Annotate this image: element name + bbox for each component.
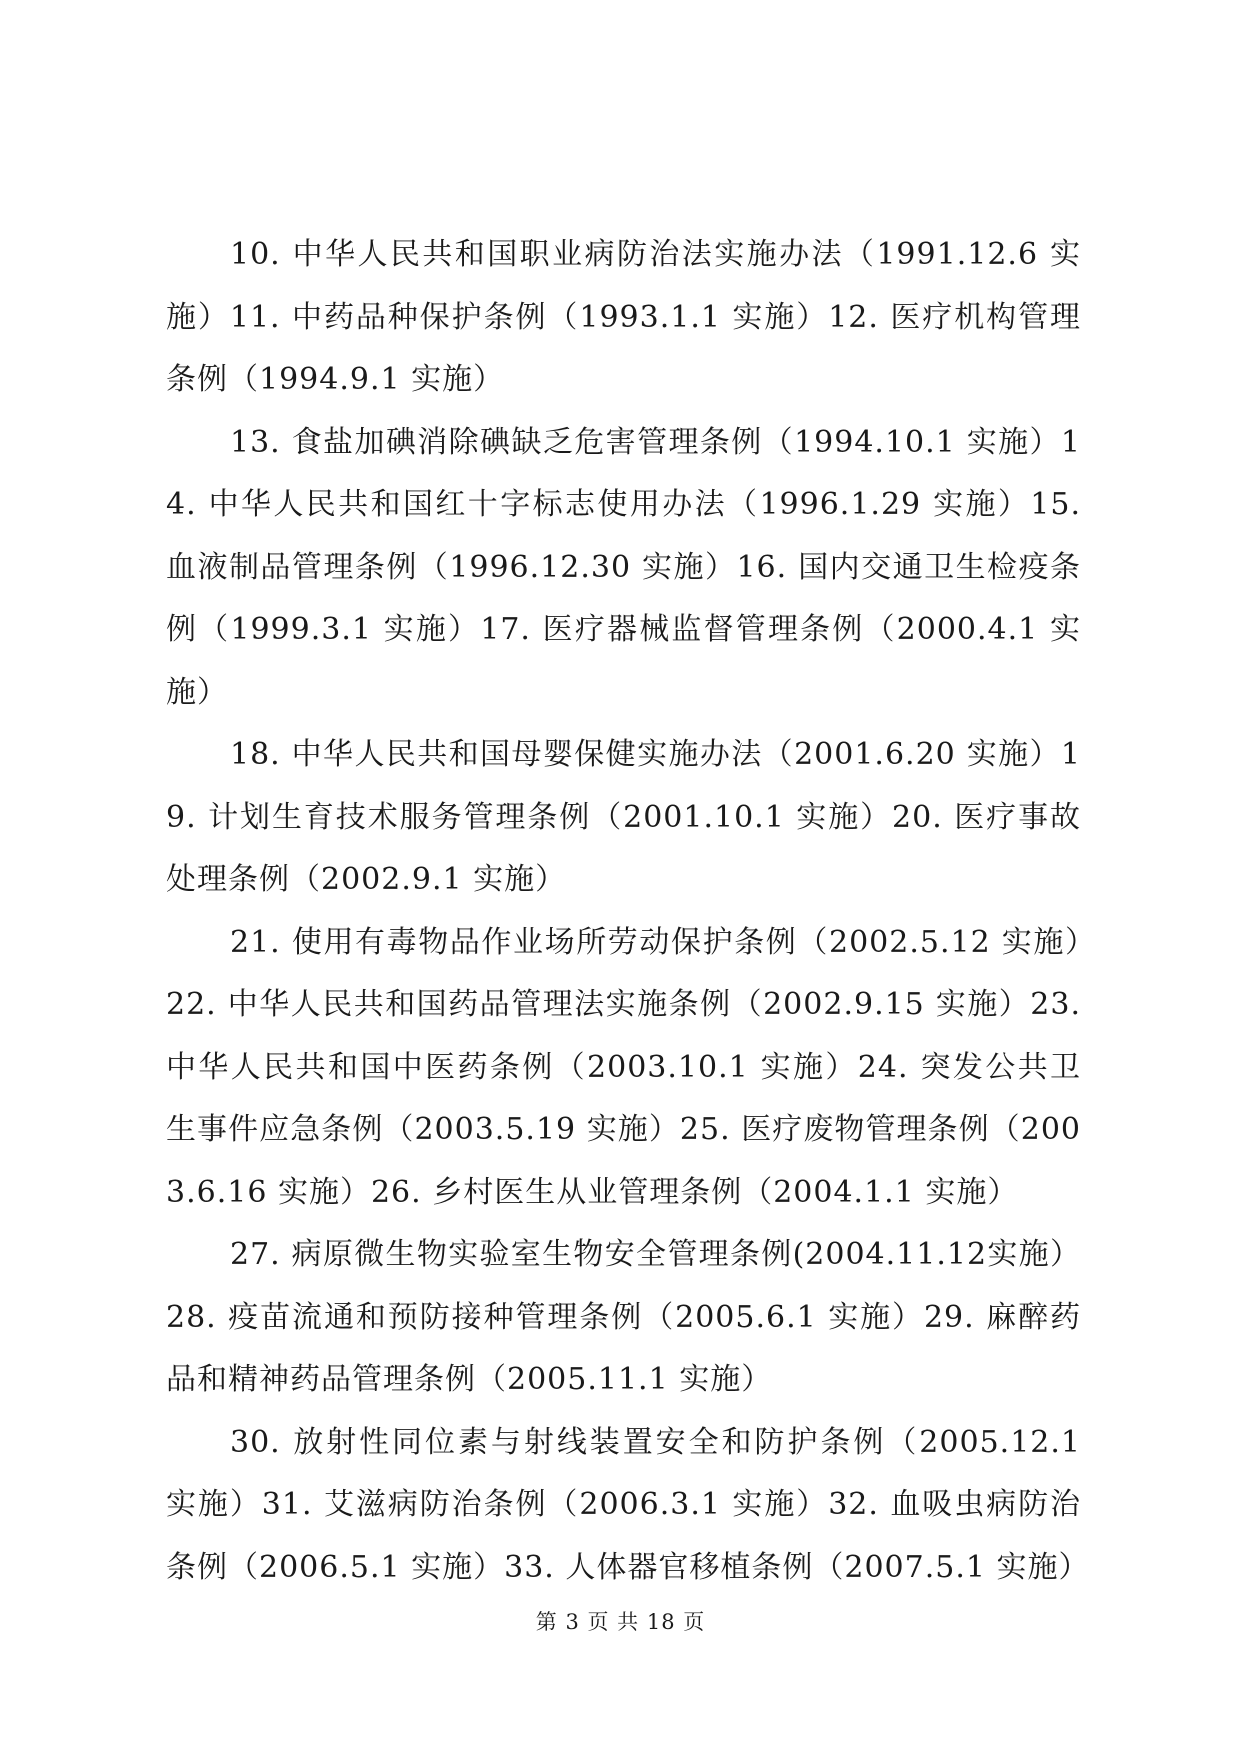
document-body <box>166 224 1090 1599</box>
paragraph-regulations-10-12: 10. 中华人民共和国职业病防治法实施办法（1991.12.6 实施）11. 中药品种保护条例（1993.1.1 实施）12. 医疗机构管理条例（1994.9.1 实施） <box>166 237 1081 397</box>
paragraph-regulations-27-29: 27. 病原微生物实验室生物安全管理条例(2004.11.12实施）28. 疫苗流通和预防接种管理条例（2005.6.1 实施）29. 麻醉药品和精神药品管理条例（2005.11.1 实施） <box>166 1237 1081 1397</box>
paragraph-regulations-13-17: 13. 食盐加碘消除碘缺乏危害管理条例（1994.10.1 实施）14. 中华人民共和国红十字标志使用办法（1996.1.29 实施）15. 血液制品管理条例（1996.12.30 实施）16. 国内交通卫生检疫条例（1999.3.1 实施）17. 医疗器械监督管理条例（2000.4.1 实施） <box>166 424 1081 710</box>
paragraph-regulations-30-33: 30. 放射性同位素与射线装置安全和防护条例（2005.12.1 实施）31. 艾滋病防治条例（2006.3.1 实施）32. 血吸虫病防治条例（2006.5.1 实施）33. 人体器官移植条例（2007.5.1 实施） <box>166 1424 1090 1585</box>
paragraph-regulations-21-26: 21. 使用有毒物品作业场所劳动保护条例（2002.5.12 实施）22. 中华人民共和国药品管理法实施条例（2002.9.15 实施）23. 中华人民共和国中医药条例（2003.10.1 实施）24. 突发公共卫生事件应急条例（2003.5.19 实施）25. 医疗废物管理条例（2003.6.16 实施）26. 乡村医生从业管理条例（2004.1.1 实施） <box>166 924 1081 1210</box>
page-number-footer: 第 3 页 共 18 页 <box>535 1610 706 1634</box>
paragraph-regulations-18-20: 18. 中华人民共和国母婴保健实施办法（2001.6.20 实施）19. 计划生育技术服务管理条例（2001.10.1 实施）20. 医疗事故处理条例（2002.9.1 实施） <box>166 737 1081 897</box>
